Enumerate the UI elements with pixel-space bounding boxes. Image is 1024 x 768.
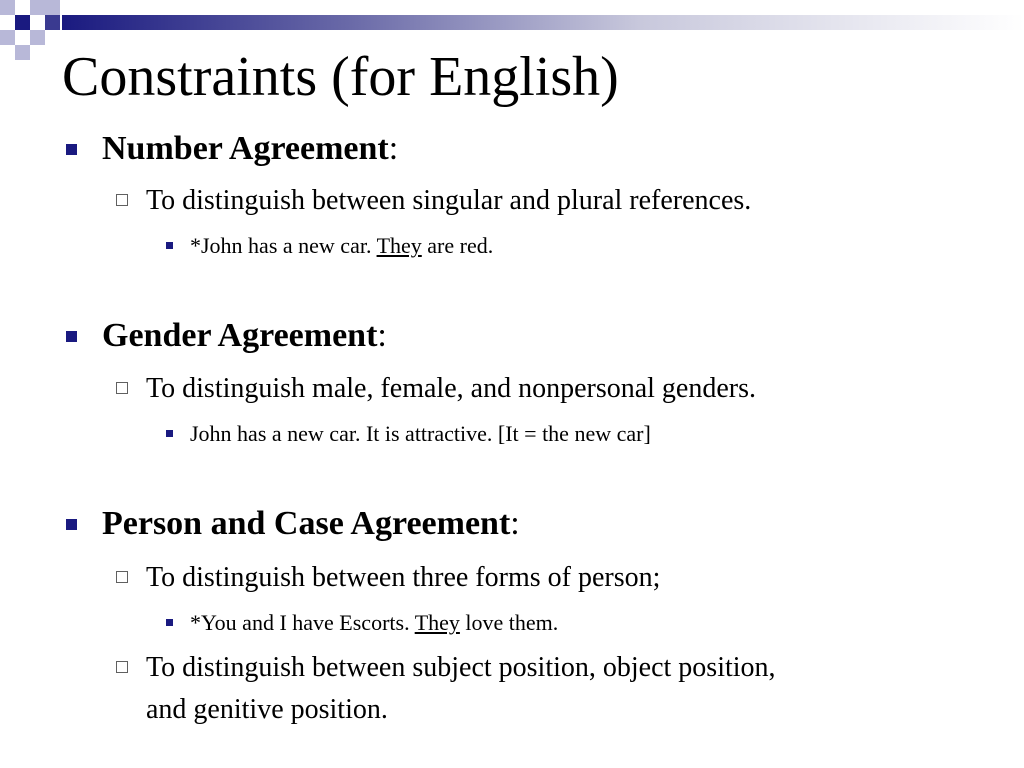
example-text: *You and I have Escorts. They love them. xyxy=(190,610,559,635)
decor-square xyxy=(45,15,60,30)
bullet-square-icon xyxy=(66,331,77,342)
decor-square xyxy=(45,0,60,15)
hollow-square-bullet-icon xyxy=(116,382,128,394)
sub-bullet-text: To distinguish between three forms of person; xyxy=(146,562,661,593)
hollow-square-bullet-icon xyxy=(116,661,128,673)
decor-square xyxy=(0,0,15,15)
decor-square xyxy=(0,30,15,45)
small-square-bullet-icon xyxy=(166,430,173,437)
example-text: *John has a new car. They are red. xyxy=(190,233,494,258)
small-square-bullet-icon xyxy=(166,619,173,626)
decor-square xyxy=(30,0,45,15)
hollow-square-bullet-icon xyxy=(116,194,128,206)
bullet-square-icon xyxy=(66,519,77,530)
section-heading: Gender Agreement xyxy=(102,317,378,354)
decor-square xyxy=(30,30,45,45)
sub-bullet-text: To distinguish male, female, and nonpersonal genders. xyxy=(146,373,756,404)
small-square-bullet-icon xyxy=(166,242,173,249)
section-heading: Number Agreement xyxy=(102,130,389,167)
decor-square xyxy=(15,45,30,60)
decorative-gradient-bar xyxy=(62,15,1024,30)
slide-title: Constraints (for English) xyxy=(62,46,619,108)
section-heading: Person and Case Agreement xyxy=(102,505,511,542)
sub-bullet-text: To distinguish between singular and plural references. xyxy=(146,185,752,216)
sub-bullet-text: To distinguish between subject position, object position, and genitive position. xyxy=(146,652,776,725)
bullet-square-icon xyxy=(66,144,77,155)
example-text: John has a new car. It is attractive. [It = the new car] xyxy=(190,421,651,446)
decor-square xyxy=(15,15,30,30)
hollow-square-bullet-icon xyxy=(116,571,128,583)
